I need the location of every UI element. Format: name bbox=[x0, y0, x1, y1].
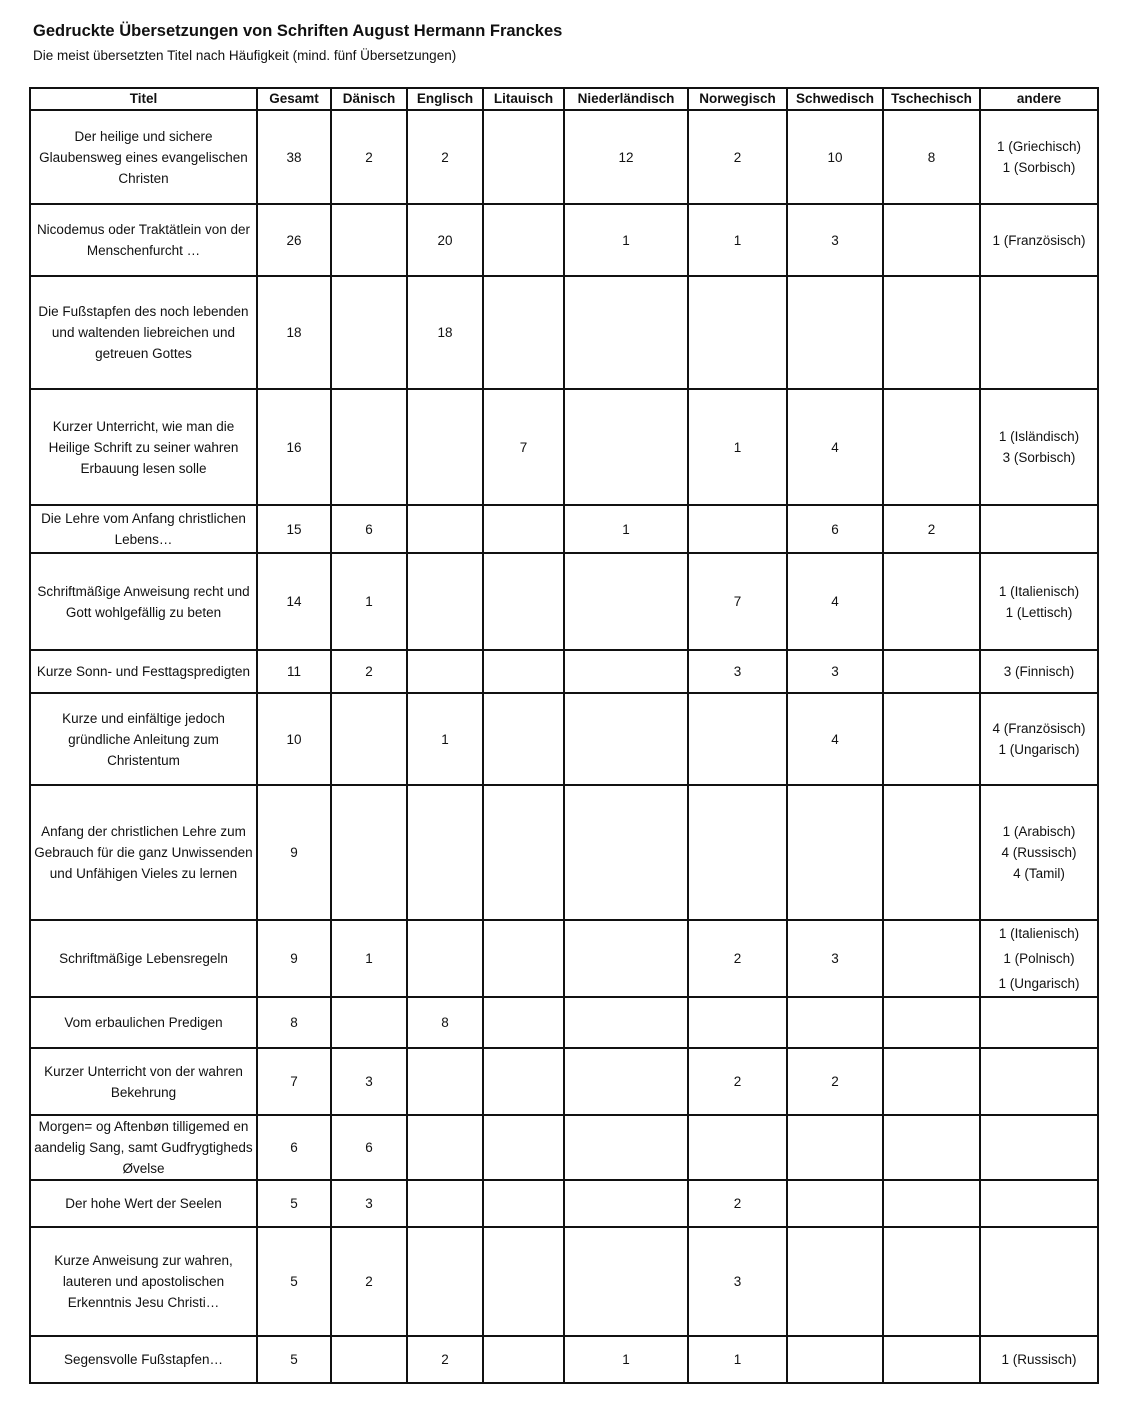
count-cell bbox=[883, 1180, 980, 1227]
count-cell bbox=[331, 389, 407, 505]
table-row bbox=[30, 693, 1098, 785]
count-cell bbox=[407, 389, 483, 505]
other-language-entry: 1 (Ungarisch) bbox=[998, 742, 1080, 757]
other-language-entry: 4 (Russisch) bbox=[1001, 845, 1077, 860]
count-cell bbox=[564, 1115, 688, 1180]
count-cell: 10 bbox=[787, 110, 883, 204]
count-cell bbox=[483, 920, 564, 997]
count-cell: 3 bbox=[787, 204, 883, 276]
table-row bbox=[30, 650, 1098, 693]
other-languages-cell bbox=[980, 110, 1098, 204]
count-cell: 6 bbox=[331, 1115, 407, 1180]
count-cell: 5 bbox=[257, 1180, 331, 1227]
count-cell: 26 bbox=[257, 204, 331, 276]
count-cell: 6 bbox=[331, 505, 407, 553]
table-row bbox=[30, 1048, 1098, 1115]
count-cell bbox=[883, 650, 980, 693]
other-languages-cell bbox=[980, 553, 1098, 650]
count-cell bbox=[407, 920, 483, 997]
count-cell bbox=[483, 997, 564, 1048]
other-languages-cell bbox=[980, 389, 1098, 505]
other-language-entry: 4 (Tamil) bbox=[1013, 866, 1065, 881]
count-cell bbox=[483, 785, 564, 920]
count-cell: 18 bbox=[257, 276, 331, 389]
count-cell bbox=[483, 1336, 564, 1383]
count-cell: 2 bbox=[688, 1048, 787, 1115]
table-row bbox=[30, 785, 1098, 920]
count-cell: 1 bbox=[564, 505, 688, 553]
table-row bbox=[30, 1115, 1098, 1180]
count-cell bbox=[883, 276, 980, 389]
count-cell bbox=[483, 1227, 564, 1336]
count-cell bbox=[883, 204, 980, 276]
count-cell: 4 bbox=[787, 389, 883, 505]
count-cell bbox=[483, 650, 564, 693]
count-cell: 1 bbox=[407, 693, 483, 785]
other-language-entry: 3 (Finnisch) bbox=[1003, 664, 1075, 679]
other-languages-cell bbox=[980, 1048, 1098, 1115]
title-cell: Der heilige und sichere Glaubensweg eines evangelischen Christen bbox=[30, 110, 257, 204]
count-cell bbox=[407, 553, 483, 650]
table-row bbox=[30, 1180, 1098, 1227]
other-languages-cell bbox=[980, 785, 1098, 920]
count-cell bbox=[407, 650, 483, 693]
count-cell bbox=[564, 1048, 688, 1115]
other-language-entry: 3 (Sorbisch) bbox=[1002, 450, 1076, 465]
count-cell: 15 bbox=[257, 505, 331, 553]
other-language-entry: 1 (Italienisch) bbox=[998, 926, 1080, 941]
count-cell bbox=[787, 785, 883, 920]
count-cell bbox=[407, 785, 483, 920]
count-cell: 4 bbox=[787, 553, 883, 650]
count-cell: 3 bbox=[787, 650, 883, 693]
count-cell bbox=[483, 1180, 564, 1227]
column-header: Titel bbox=[30, 88, 257, 110]
other-languages-cell bbox=[980, 204, 1098, 276]
table-body bbox=[30, 110, 1098, 1383]
count-cell: 1 bbox=[688, 389, 787, 505]
column-header: Litauisch bbox=[483, 88, 564, 110]
other-language-entry: 1 (Griechisch) bbox=[996, 139, 1082, 154]
count-cell: 1 bbox=[331, 553, 407, 650]
count-cell bbox=[331, 1336, 407, 1383]
title-cell: Die Fußstapfen des noch lebenden und waltenden liebreichen und getreuen Gottes bbox=[30, 276, 257, 389]
count-cell bbox=[483, 276, 564, 389]
other-languages-cell bbox=[980, 1115, 1098, 1180]
table-row bbox=[30, 1227, 1098, 1336]
count-cell bbox=[331, 204, 407, 276]
count-cell bbox=[883, 693, 980, 785]
count-cell: 18 bbox=[407, 276, 483, 389]
count-cell bbox=[331, 693, 407, 785]
count-cell: 3 bbox=[688, 650, 787, 693]
other-languages-cell bbox=[980, 650, 1098, 693]
other-languages-cell bbox=[980, 997, 1098, 1048]
count-cell: 5 bbox=[257, 1336, 331, 1383]
count-cell: 7 bbox=[688, 553, 787, 650]
count-cell bbox=[564, 693, 688, 785]
count-cell: 2 bbox=[331, 1227, 407, 1336]
other-language-entry: 1 (Polnisch) bbox=[1003, 951, 1075, 966]
title-cell: Kurze und einfältige jedoch gründliche Anleitung zum Christentum bbox=[30, 693, 257, 785]
count-cell bbox=[564, 650, 688, 693]
title-cell: Die Lehre vom Anfang christlichen Lebens… bbox=[30, 505, 257, 553]
column-header: andere bbox=[980, 88, 1098, 110]
title-cell: Vom erbaulichen Predigen bbox=[30, 997, 257, 1048]
count-cell bbox=[564, 785, 688, 920]
other-languages-cell bbox=[980, 920, 1098, 997]
table-row bbox=[30, 389, 1098, 505]
title-cell: Der hohe Wert der Seelen bbox=[30, 1180, 257, 1227]
count-cell bbox=[407, 1180, 483, 1227]
count-cell bbox=[787, 1227, 883, 1336]
count-cell bbox=[331, 276, 407, 389]
table-row bbox=[30, 920, 1098, 997]
count-cell: 7 bbox=[257, 1048, 331, 1115]
table-row bbox=[30, 1336, 1098, 1383]
column-header: Niederländisch bbox=[564, 88, 688, 110]
count-cell bbox=[483, 553, 564, 650]
count-cell: 8 bbox=[407, 997, 483, 1048]
count-cell bbox=[688, 785, 787, 920]
count-cell bbox=[483, 204, 564, 276]
count-cell: 1 bbox=[331, 920, 407, 997]
count-cell bbox=[564, 997, 688, 1048]
count-cell bbox=[883, 785, 980, 920]
count-cell bbox=[407, 505, 483, 553]
count-cell: 11 bbox=[257, 650, 331, 693]
count-cell bbox=[688, 693, 787, 785]
count-cell: 7 bbox=[483, 389, 564, 505]
count-cell: 14 bbox=[257, 553, 331, 650]
title-cell: Schriftmäßige Anweisung recht und Gott wohlgefällig zu beten bbox=[30, 553, 257, 650]
count-cell: 3 bbox=[331, 1048, 407, 1115]
count-cell bbox=[787, 1180, 883, 1227]
table-row bbox=[30, 204, 1098, 276]
count-cell: 16 bbox=[257, 389, 331, 505]
translations-table bbox=[29, 87, 1099, 1384]
count-cell bbox=[331, 785, 407, 920]
count-cell: 10 bbox=[257, 693, 331, 785]
other-language-entry: 1 (Russisch) bbox=[1001, 1352, 1077, 1367]
other-languages-cell bbox=[980, 1336, 1098, 1383]
count-cell bbox=[787, 1336, 883, 1383]
count-cell bbox=[407, 1115, 483, 1180]
count-cell: 2 bbox=[688, 110, 787, 204]
count-cell: 3 bbox=[787, 920, 883, 997]
count-cell: 4 bbox=[787, 693, 883, 785]
count-cell bbox=[883, 997, 980, 1048]
table-row bbox=[30, 110, 1098, 204]
count-cell: 1 bbox=[688, 204, 787, 276]
title-cell: Segensvolle Fußstapfen… bbox=[30, 1336, 257, 1383]
count-cell: 9 bbox=[257, 920, 331, 997]
count-cell bbox=[564, 1227, 688, 1336]
count-cell bbox=[688, 505, 787, 553]
count-cell bbox=[787, 276, 883, 389]
column-header: Norwegisch bbox=[688, 88, 787, 110]
count-cell bbox=[688, 997, 787, 1048]
table-row bbox=[30, 505, 1098, 553]
count-cell bbox=[883, 1336, 980, 1383]
column-header: Gesamt bbox=[257, 88, 331, 110]
count-cell bbox=[787, 997, 883, 1048]
table-row bbox=[30, 553, 1098, 650]
column-header: Schwedisch bbox=[787, 88, 883, 110]
title-cell: Schriftmäßige Lebensregeln bbox=[30, 920, 257, 997]
other-language-entry: 1 (Italienisch) bbox=[998, 583, 1080, 599]
count-cell: 12 bbox=[564, 110, 688, 204]
count-cell: 20 bbox=[407, 204, 483, 276]
count-cell bbox=[883, 1227, 980, 1336]
count-cell bbox=[483, 693, 564, 785]
table-header-row bbox=[30, 88, 1098, 110]
count-cell bbox=[483, 505, 564, 553]
count-cell: 1 bbox=[564, 204, 688, 276]
other-language-entry: 1 (Isländisch) bbox=[998, 429, 1080, 444]
count-cell: 38 bbox=[257, 110, 331, 204]
title-cell: Morgen= og Aftenbøn tilligemed en aandelig Sang, samt Gudfrygtigheds Øvelse bbox=[30, 1115, 257, 1180]
other-languages-cell bbox=[980, 505, 1098, 553]
title-cell: Kurzer Unterricht, wie man die Heilige Schrift zu seiner wahren Erbauung lesen solle bbox=[30, 389, 257, 505]
count-cell bbox=[564, 920, 688, 997]
table-row bbox=[30, 276, 1098, 389]
count-cell: 9 bbox=[257, 785, 331, 920]
count-cell bbox=[688, 276, 787, 389]
count-cell: 6 bbox=[787, 505, 883, 553]
count-cell bbox=[688, 1115, 787, 1180]
other-language-entry: 1 (Lettisch) bbox=[1005, 604, 1073, 620]
count-cell: 1 bbox=[564, 1336, 688, 1383]
title-cell: Kurze Anweisung zur wahren, lauteren und apostolischen Erkenntnis Jesu Christi… bbox=[30, 1227, 257, 1336]
other-language-entry: 1 (Arabisch) bbox=[1002, 824, 1076, 839]
count-cell bbox=[883, 553, 980, 650]
count-cell bbox=[564, 553, 688, 650]
count-cell bbox=[787, 1115, 883, 1180]
count-cell bbox=[483, 110, 564, 204]
count-cell: 2 bbox=[787, 1048, 883, 1115]
count-cell bbox=[483, 1115, 564, 1180]
table-row bbox=[30, 997, 1098, 1048]
count-cell: 2 bbox=[883, 505, 980, 553]
count-cell: 2 bbox=[688, 920, 787, 997]
count-cell bbox=[564, 389, 688, 505]
count-cell bbox=[883, 389, 980, 505]
count-cell bbox=[564, 276, 688, 389]
count-cell bbox=[483, 1048, 564, 1115]
title-cell: Kurze Sonn- und Festtagspredigten bbox=[30, 650, 257, 693]
title-cell: Nicodemus oder Traktätlein von der Menschenfurcht … bbox=[30, 204, 257, 276]
count-cell: 1 bbox=[688, 1336, 787, 1383]
other-language-entry: 1 (Französisch) bbox=[992, 232, 1086, 248]
other-languages-cell bbox=[980, 693, 1098, 785]
column-header: Tschechisch bbox=[883, 88, 980, 110]
title-cell: Kurzer Unterricht von der wahren Bekehrung bbox=[30, 1048, 257, 1115]
count-cell: 2 bbox=[407, 1336, 483, 1383]
count-cell: 3 bbox=[688, 1227, 787, 1336]
count-cell bbox=[564, 1180, 688, 1227]
count-cell: 2 bbox=[688, 1180, 787, 1227]
column-header: Dänisch bbox=[331, 88, 407, 110]
page-title: Gedruckte Übersetzungen von Schriften August Hermann Franckes bbox=[33, 22, 563, 40]
page-subtitle: Die meist übersetzten Titel nach Häufigkeit (mind. fünf Übersetzungen) bbox=[33, 48, 457, 63]
other-language-entry: 1 (Ungarisch) bbox=[998, 976, 1080, 991]
count-cell bbox=[883, 1115, 980, 1180]
other-language-entry: 1 (Sorbisch) bbox=[1002, 160, 1076, 175]
other-languages-cell bbox=[980, 1180, 1098, 1227]
count-cell bbox=[331, 997, 407, 1048]
count-cell bbox=[407, 1048, 483, 1115]
count-cell: 8 bbox=[883, 110, 980, 204]
count-cell bbox=[883, 920, 980, 997]
count-cell: 2 bbox=[331, 110, 407, 204]
title-cell: Anfang der christlichen Lehre zum Gebrauch für die ganz Unwissenden und Unfähigen Vieles zu lernen bbox=[30, 785, 257, 920]
other-languages-cell bbox=[980, 276, 1098, 389]
count-cell: 6 bbox=[257, 1115, 331, 1180]
count-cell: 2 bbox=[331, 650, 407, 693]
count-cell: 8 bbox=[257, 997, 331, 1048]
other-languages-cell bbox=[980, 1227, 1098, 1336]
count-cell: 2 bbox=[407, 110, 483, 204]
other-language-entry: 4 (Französisch) bbox=[992, 721, 1086, 736]
count-cell bbox=[407, 1227, 483, 1336]
column-header: Englisch bbox=[407, 88, 483, 110]
count-cell: 5 bbox=[257, 1227, 331, 1336]
count-cell bbox=[883, 1048, 980, 1115]
count-cell: 3 bbox=[331, 1180, 407, 1227]
